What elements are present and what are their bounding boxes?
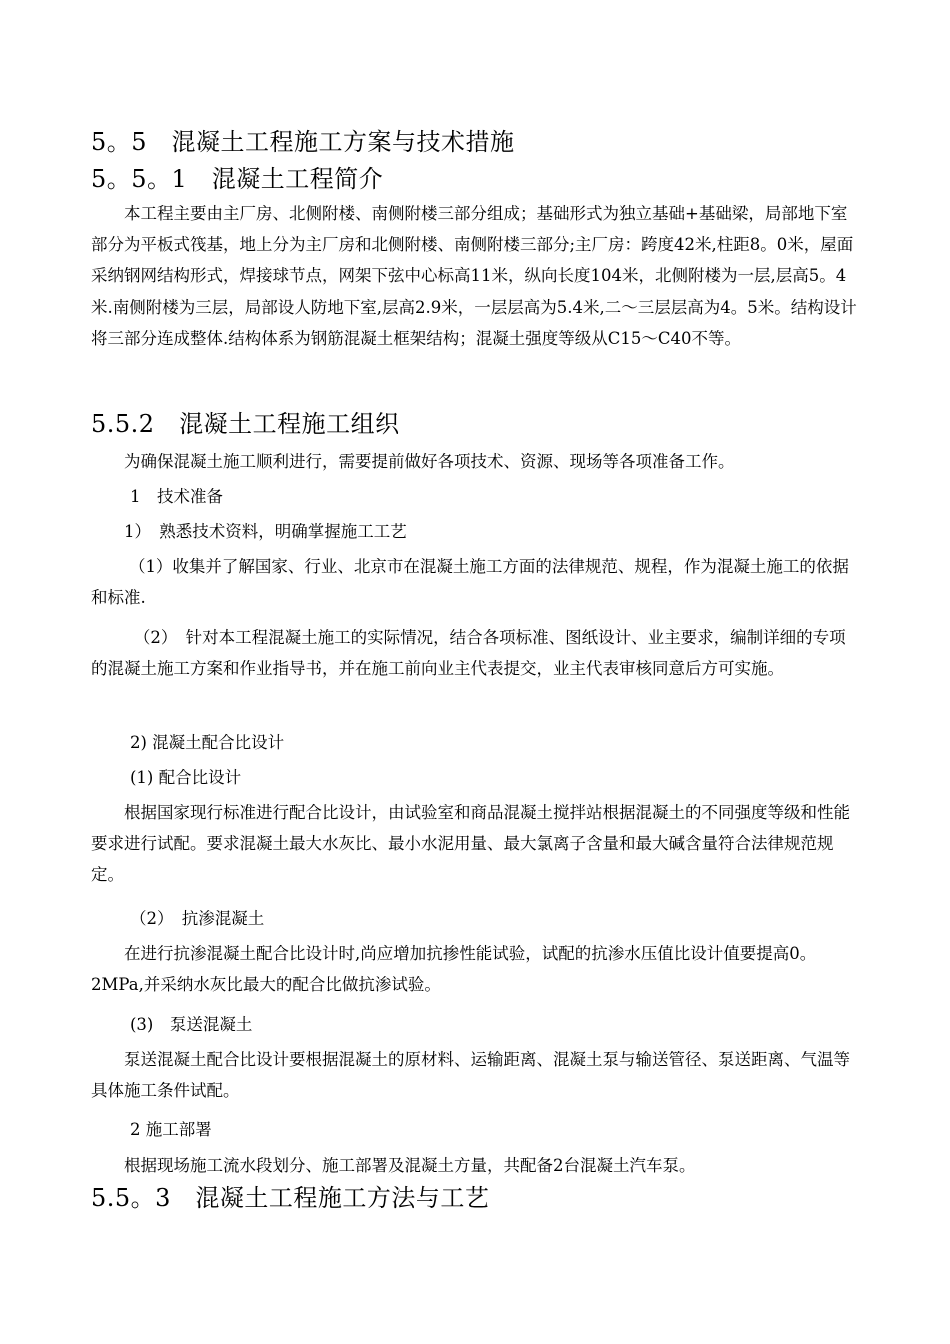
section-1-1-1-text: （1）收集并了解国家、行业、北京市在混凝土施工方面的法律规范、规程，作为混凝土施工的依据和标准.: [91, 557, 849, 608]
section-1-1-2-text: （2） 针对本工程混凝土施工的实际情况，结合各项标准、图纸设计、业主要求，编制详细的专项的混凝土施工方案和作业指导书，并在施工前向业主代表提交，业主代表审核同意后方可实施。: [91, 628, 846, 679]
heading-5-5: 5。5 混凝土工程施工方案与技术措施: [91, 128, 515, 156]
section-1-2-3-text: 泵送混凝土配合比设计要根据混凝土的原材料、运输距离、混凝土泵与输送管径、泵送距离、气温等具体施工条件试配。: [91, 1050, 850, 1101]
section-1-title: 1 技术准备: [130, 487, 223, 506]
heading-5-5-1: 5。5。1 混凝土工程简介: [91, 165, 384, 193]
section-1-2-1-text: 根据国家现行标准进行配合比设计，由试验室和商品混凝土搅拌站根据混凝土的不同强度等级和性能要求进行试配。要求混凝土最大水灰比、最小水泥用量、最大氯离子含量和最大碱含量符合法律规范规定。: [91, 803, 850, 885]
heading-5-5-3: 5.5。3 混凝土工程施工方法与工艺: [91, 1184, 490, 1212]
section-1-1-title: 1） 熟悉技术资料，明确掌握施工工艺: [124, 522, 407, 541]
section-1-2-3-title: (3) 泵送混凝土: [130, 1015, 253, 1034]
section-2-text: 根据现场施工流水段划分、施工部署及混凝土方量，共配备2台混凝土汽车泵。: [124, 1156, 696, 1175]
section-1-2-2-title: （2） 抗渗混凝土: [130, 909, 265, 928]
intro-paragraph: 本工程主要由主厂房、北侧附楼、南侧附楼三部分组成；基础形式为独立基础+基础梁，局部地下室部分为平板式筏基，地上分为主厂房和北侧附楼、南侧附楼三部分;主厂房：跨度42米,柱距8。0米，屋面采纳钢网结构形式，焊接球节点，网架下弦中心标高11米，纵向长度104米，北侧附楼为一层,层高5。4米.南侧附楼为三层，局部设人防地下室,层高2.9米，一层层高为5.4米,二～三层层高为4。5米。结构设计将三部分连成整体.结构体系为钢筋混凝土框架结构；混凝土强度等级从C15～C40不等。: [91, 204, 857, 348]
section-1-2-1-title: (1) 配合比设计: [130, 768, 242, 787]
org-intro: 为确保混凝土施工顺利进行，需要提前做好各项技术、资源、现场等各项准备工作。: [124, 452, 735, 471]
section-1-2-title: 2) 混凝土配合比设计: [130, 733, 285, 752]
section-1-2-2-text: 在进行抗渗混凝土配合比设计时,尚应增加抗掺性能试验，试配的抗渗水压值比设计值要提高0。2MPa,并采纳水灰比最大的配合比做抗渗试验。: [91, 944, 817, 995]
section-2-title: 2 施工部署: [130, 1120, 212, 1139]
heading-5-5-2: 5.5.2 混凝土工程施工组织: [91, 410, 400, 438]
